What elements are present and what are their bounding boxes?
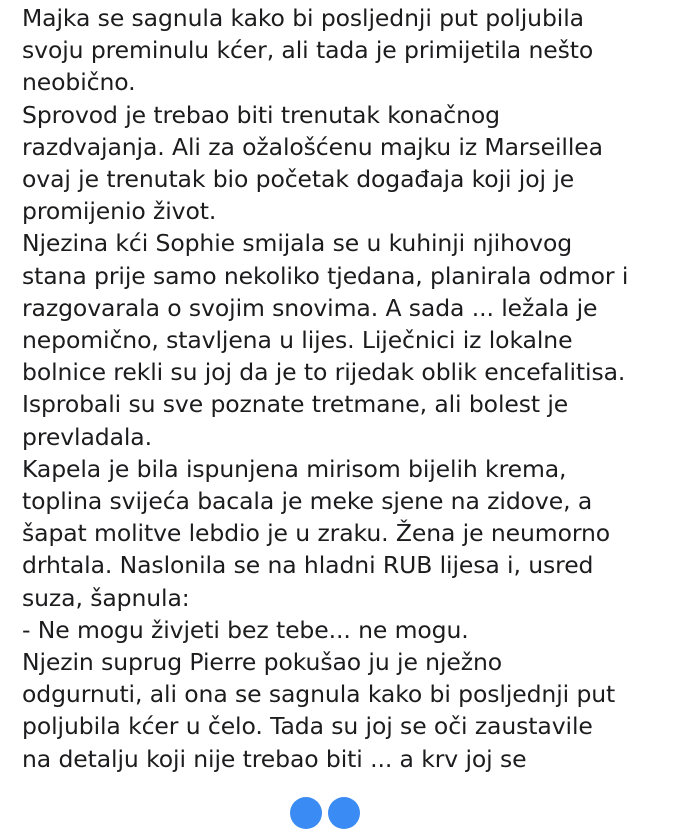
post-line: ovaj je trenutak bio početak događaja koji joj je <box>22 165 575 194</box>
post-line: prevladala. <box>22 422 152 451</box>
post-line: razdvajanja. Ali za ožalošćenu majku iz Marseillea <box>22 132 603 161</box>
reaction-icons[interactable] <box>290 797 360 817</box>
post-line: promijenio život. <box>22 197 217 226</box>
like-reaction-icon[interactable] <box>290 797 322 829</box>
post-line: Kapela je bila ispunjena mirisom bijelih krema, <box>22 454 567 483</box>
post-line: razgovarala o svojim snovima. A sada ... ležala je <box>22 293 598 322</box>
post-line: šapat molitve lebdio je u zraku. Žena je neumorno <box>22 519 611 548</box>
post-line: Majka se sagnula kako bi posljednji put poljubila <box>22 4 584 32</box>
post-line: drhtala. Naslonila se na hladni RUB lijesa i, usred <box>22 551 594 580</box>
post-line: Sprovod je trebao biti trenutak konačnog <box>22 100 500 129</box>
post-line: neobično. <box>22 68 136 97</box>
post-line: suza, šapnula: <box>22 583 190 612</box>
love-reaction-icon[interactable] <box>328 797 360 829</box>
post-line: Isprobali su sve poznate tretmane, ali bolest je <box>22 390 569 419</box>
post-line: svoju preminulu kćer, ali tada je primijetila nešto <box>22 36 594 65</box>
post-line: nepomično, stavljena u lijes. Liječnici iz lokalne <box>22 326 573 355</box>
post-line: na detalju koji nije trebao biti ... a krv joj se <box>22 744 527 773</box>
post-line: - Ne mogu živjeti bez tebe... ne mogu. <box>22 615 469 644</box>
post-line: Njezina kći Sophie smijala se u kuhinji njihovog <box>22 229 573 258</box>
post-body <box>22 2 694 775</box>
post-line: odgurnuti, ali ona se sagnula kako bi posljednji put <box>22 680 616 709</box>
post-line: poljubila kćer u čelo. Tada su joj se oči zaustavile <box>22 712 593 741</box>
post-line: stana prije samo nekoliko tjedana, planirala odmor i <box>22 261 629 290</box>
post-line: bolnice rekli su joj da je to rijedak oblik encefalitisa. <box>22 358 626 387</box>
post-line: Njezin suprug Pierre pokušao ju je nježno <box>22 648 503 677</box>
post-line: toplina svijeća bacala je meke sjene na zidove, a <box>22 487 593 516</box>
